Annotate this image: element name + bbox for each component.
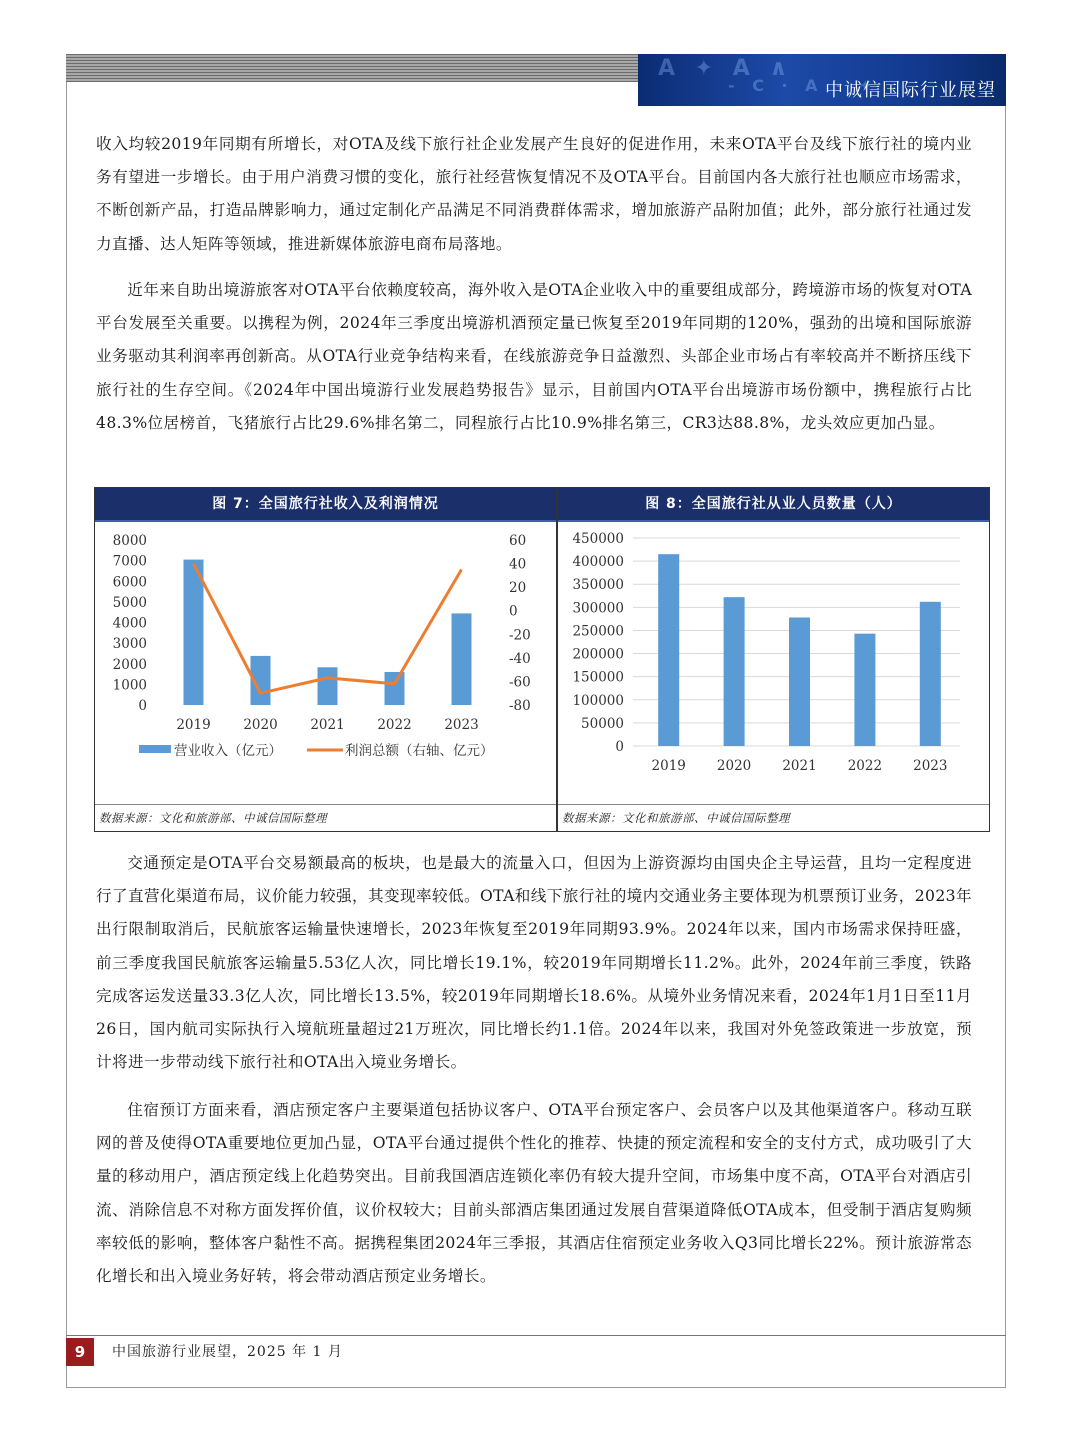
bar-revenue (452, 613, 472, 705)
x-tick-label: 2020 (716, 758, 752, 774)
legend-label-profit: 利润总额（右轴、亿元） (345, 743, 494, 759)
y-right-tick-label: -60 (509, 674, 531, 691)
figure-7-chart (95, 522, 556, 807)
y-left-tick-label: 2000 (112, 656, 147, 673)
x-tick-label: 2023 (913, 758, 948, 774)
y-right-tick-label: 20 (509, 580, 527, 597)
y-right-tick-label: 0 (509, 603, 518, 620)
bar-employees (854, 634, 875, 746)
paragraph-1: 收入均较2019年同期有所增长，对OTA及线下旅行社企业发展产生良好的促进作用，未来OTA平台及线下旅行社的境内业务有望进一步增长。由于用户消费习惯的变化，旅行社经营恢复情况不及OTA平台。目前国内各大旅行社也顺应市场需求，不断创新产品，打造品牌影响力，通过定制化产品满足不同消费群体需求，增加旅游产品附加值；此外，部分旅行社通过发力直播、达人矩阵等领域，推进新媒体旅游电商布局落地。 (96, 135, 972, 253)
footer-publication: 中国旅游行业展望，2025 年 1 月 (112, 1344, 343, 1360)
figure-8 (557, 487, 990, 832)
footer-divider (66, 1335, 1006, 1336)
y-left-tick-label: 1000 (112, 677, 147, 694)
y-left-tick-label: 4000 (112, 615, 147, 632)
figure-7-title: 图 7：全国旅行社收入及利润情况 (95, 488, 556, 520)
y-left-tick-label: 6000 (112, 574, 147, 591)
bar-employees (920, 602, 941, 746)
banner-decoration-glyphs: A ✦ A ∧ (658, 56, 794, 81)
y-left-tick-label: 7000 (112, 553, 147, 570)
bar-revenue (184, 560, 204, 705)
y-tick-label: 150000 (572, 669, 624, 686)
bar-employees (658, 554, 679, 746)
banner-decoration-glyphs-2: - C · A · ✦ (728, 76, 879, 95)
paragraph-2: 近年来自助出境游旅客对OTA平台依赖度较高，海外收入是OTA企业收入中的重要组成部分，跨境游市场的恢复对OTA平台发展至关重要。以携程为例，2024年三季度出境游机酒预定量已恢复至2019年同期的120%，强劲的出境和国际旅游业务驱动其利润率再创新高。从OTA行业竞争结构来看，在线旅游竞争日益激烈、头部企业市场占有率较高并不断挤压线下旅行社的生存空间。《2024年中国出境游行业发展趋势报告》显示，目前国内OTA平台出境游市场份额中，携程旅行占比48.3%位居榜首，飞猪旅行占比29.6%排名第二，同程旅行占比10.9%排名第三，CR3达88.8%，龙头效应更加凸显。 (96, 281, 972, 432)
y-right-tick-label: -40 (509, 650, 531, 667)
x-tick-label: 2020 (243, 717, 278, 733)
figure-7 (94, 487, 557, 832)
paragraph-4: 住宿预订方面来看，酒店预定客户主要渠道包括协议客户、OTA平台预定客户、会员客户以及其他渠道客户。移动互联网的普及使得OTA重要地位更加凸显，OTA平台通过提供个性化的推荐、快捷的预定流程和安全的支付方式，成功吸引了大量的移动用户，酒店预定线上化趋势突出。目前我国酒店连锁化率仍有较大提升空间，市场集中度不高，OTA平台对酒店引流、消除信息不对称方面发挥价值，议价权较大；目前头部酒店集团通过发展自营渠道降低OTA成本，但受制于酒店复购频率较低的影响，整体客户黏性不高。据携程集团2024年三季报，其酒店住宿预定业务收入Q3同比增长22%。预计旅游常态化增长和出入境业务好转，将会带动酒店预定业务增长。 (96, 1101, 972, 1286)
header-banner (638, 54, 1006, 106)
bar-employees (789, 618, 810, 746)
x-tick-label: 2021 (310, 717, 345, 733)
y-tick-label: 100000 (572, 692, 624, 709)
x-tick-label: 2022 (377, 717, 412, 733)
bar-revenue (385, 672, 405, 705)
bar-revenue (318, 667, 338, 705)
header-title: 中诚信国际行业展望 (825, 80, 996, 101)
y-left-tick-label: 3000 (112, 636, 147, 653)
paragraph-3: 交通预定是OTA平台交易额最高的板块，也是最大的流量入口，但因为上游资源均由国央企主导运营，且均一定程度进行了直营化渠道布局，议价能力较强，其变现率较低。OTA和线下旅行社的境内交通业务主要体现为机票预订业务，2023年出行限制取消后，民航旅客运输量快速增长，2023年恢复至2019年同期93.9%。2024年以来，国内市场需求保持旺盛，前三季度我国民航旅客运输量5.53亿人次，同比增长19.1%，较2019年同期增长11.2%。此外，2024年前三季度，铁路完成客运发送量33.3亿人次，同比增长13.5%，较2019年同期增长18.6%。从境外业务情况来看，2024年1月1日至11月26日，国内航司实际执行入境航班量超过21万班次，同比增长约1.1倍。2024年以来，我国对外免签政策进一步放宽，预计将进一步带动线下旅行社和OTA出入境业务增长。 (96, 854, 972, 1072)
y-tick-label: 250000 (572, 623, 624, 640)
y-left-tick-label: 0 (138, 698, 147, 714)
y-tick-label: 450000 (572, 531, 624, 547)
y-right-tick-label: -20 (509, 627, 531, 644)
y-left-tick-label: 8000 (112, 533, 147, 549)
figure-8-title: 图 8：全国旅行社从业人员数量（人） (558, 488, 989, 520)
legend-swatch-revenue (139, 745, 171, 753)
figure-8-chart (558, 522, 989, 807)
y-tick-label: 0 (615, 739, 624, 755)
y-tick-label: 300000 (572, 600, 624, 617)
legend-label-revenue: 营业收入（亿元） (174, 743, 282, 759)
x-tick-label: 2019 (176, 717, 211, 733)
y-tick-label: 400000 (572, 554, 624, 571)
x-tick-label: 2022 (847, 758, 883, 774)
y-tick-label: 350000 (572, 577, 624, 594)
y-left-tick-label: 5000 (112, 594, 147, 611)
y-right-tick-label: -80 (509, 698, 531, 714)
y-tick-label: 200000 (572, 646, 624, 663)
bar-employees (724, 597, 745, 746)
y-tick-label: 50000 (581, 715, 624, 732)
y-right-tick-label: 40 (509, 556, 527, 573)
figure-8-source: 数据来源：文化和旅游部、中诚信国际整理 (558, 804, 989, 831)
x-tick-label: 2023 (444, 717, 479, 733)
x-tick-label: 2019 (651, 758, 686, 774)
figure-7-source: 数据来源：文化和旅游部、中诚信国际整理 (95, 804, 556, 831)
header-stripe-bar (66, 54, 638, 82)
page-number: 9 (66, 1338, 94, 1366)
x-tick-label: 2021 (782, 758, 817, 774)
y-right-tick-label: 60 (509, 533, 527, 549)
